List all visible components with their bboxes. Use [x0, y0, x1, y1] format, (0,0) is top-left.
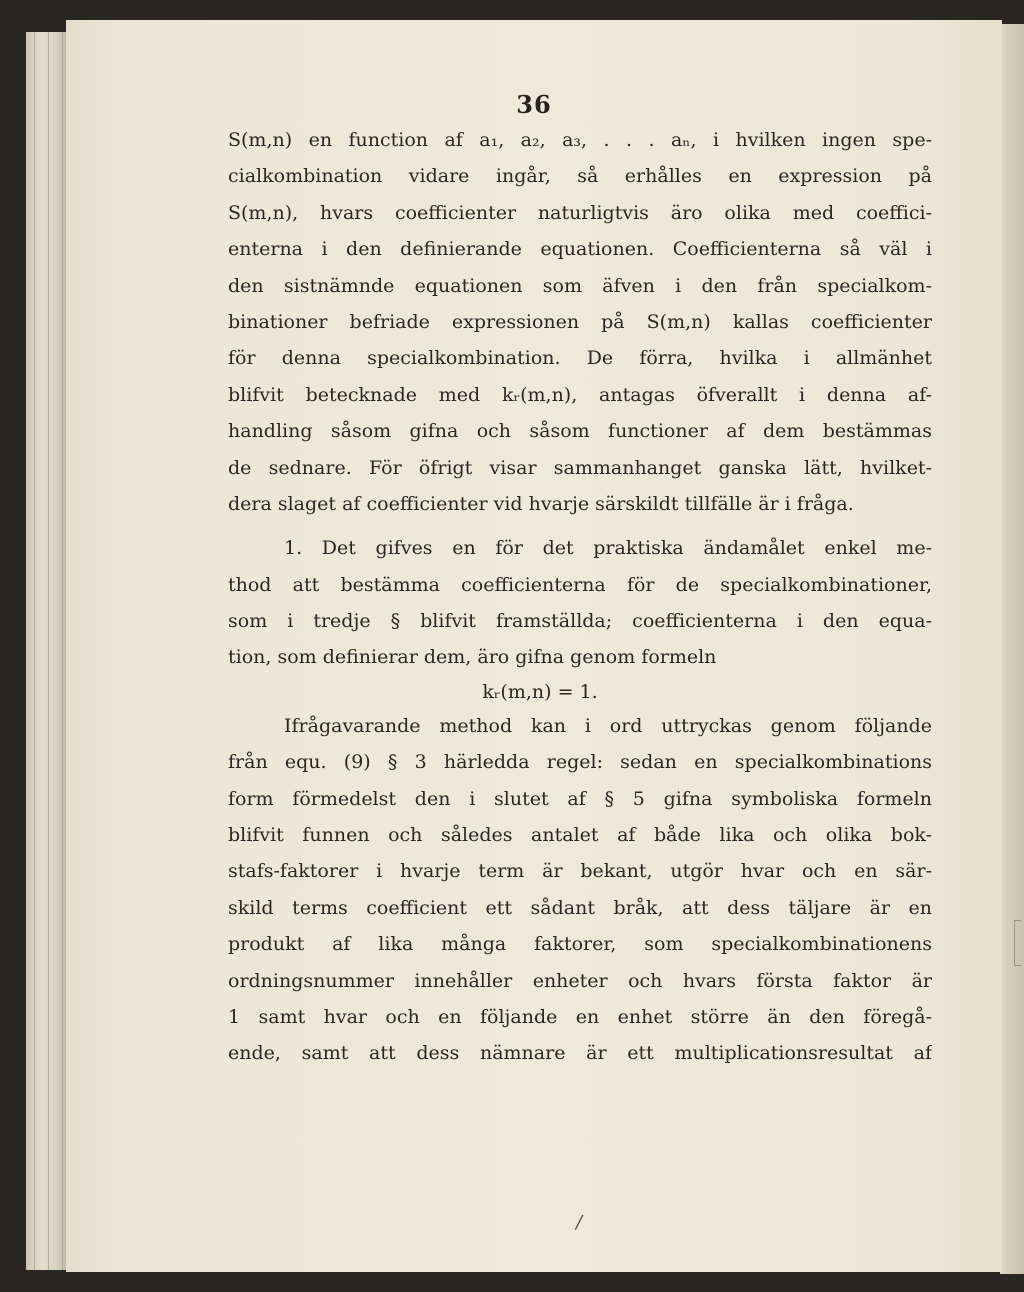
text-line: binationer befriade expressionen på S(m,n) kallas coefficienter	[228, 310, 932, 333]
text-line: S(m,n) en function af a₁, a₂, a₃, . . . aₙ, i hvilken ingen spe-	[228, 129, 932, 151]
text-line: stafs-faktorer i hvarje term är bekant, utgör hvar och en sär-	[228, 860, 932, 883]
text-line: form förmedelst den i slutet af § 5 gifna symboliska formeln	[228, 787, 932, 810]
text-line: handling såsom gifna och såsom functioner af dem bestämmas	[228, 420, 932, 443]
text-line: dera slaget af coefficienter vid hvarje särskildt tillfälle är i fråga.	[228, 492, 854, 515]
stray-mark: /	[576, 1212, 583, 1233]
text-line: 1 samt hvar och en följande en enhet större än den föregå-	[228, 1005, 932, 1028]
text-line: cialkombination vidare ingår, så erhålles en expression på	[228, 165, 932, 188]
text-line: enterna i den definierande equationen. Coefficienterna så väl i	[228, 238, 932, 261]
formula: kᵣ(m,n) = 1.	[482, 680, 598, 703]
text-line: som i tredje § blifvit framställda; coefficienterna i den equa-	[228, 610, 932, 633]
page-edge	[1000, 24, 1024, 1274]
text-line: Ifrågavarande method kan i ord uttryckas genom följande	[284, 714, 932, 737]
text-line: ordningsnummer innehåller enheter och hvars första faktor är	[228, 969, 932, 992]
text-line: blifvit betecknade med kᵣ(m,n), antagas öfverallt i denna af-	[228, 383, 932, 406]
book-spine	[26, 32, 69, 1270]
text-line: för denna specialkombination. De förra, hvilka i allmänhet	[228, 347, 932, 370]
text-line: 1. Det gifves en för det praktiska ändamålet enkel me-	[284, 537, 932, 560]
page-body	[228, 122, 932, 1072]
text-line: skild terms coefficient ett sådant bråk, att dess täljare är en	[228, 896, 932, 919]
text-line: blifvit funnen och således antalet af både lika och olika bok-	[228, 824, 932, 847]
text-line: tion, som definierar dem, äro gifna genom formeln	[228, 646, 717, 669]
text-line: produkt af lika många faktorer, som specialkombinationens	[228, 933, 932, 956]
text-line: ende, samt att dess nämnare är ett multiplicationsresultat af	[228, 1042, 932, 1065]
page-edge-mark	[1014, 920, 1021, 966]
text-line: från equ. (9) § 3 härledda regel: sedan en specialkombinations	[228, 751, 932, 774]
text-line: thod att bestämma coefficienterna för de specialkombinationer,	[228, 573, 932, 596]
text-line: den sistnämnde equationen som äfven i den från specialkom-	[228, 274, 932, 297]
text-line: de sednare. För öfrigt visar sammanhanget ganska lätt, hvilket-	[228, 456, 932, 479]
text-line: S(m,n), hvars coefficienter naturligtvis äro olika med coeffici-	[228, 201, 932, 224]
page-number: 36	[516, 90, 552, 119]
